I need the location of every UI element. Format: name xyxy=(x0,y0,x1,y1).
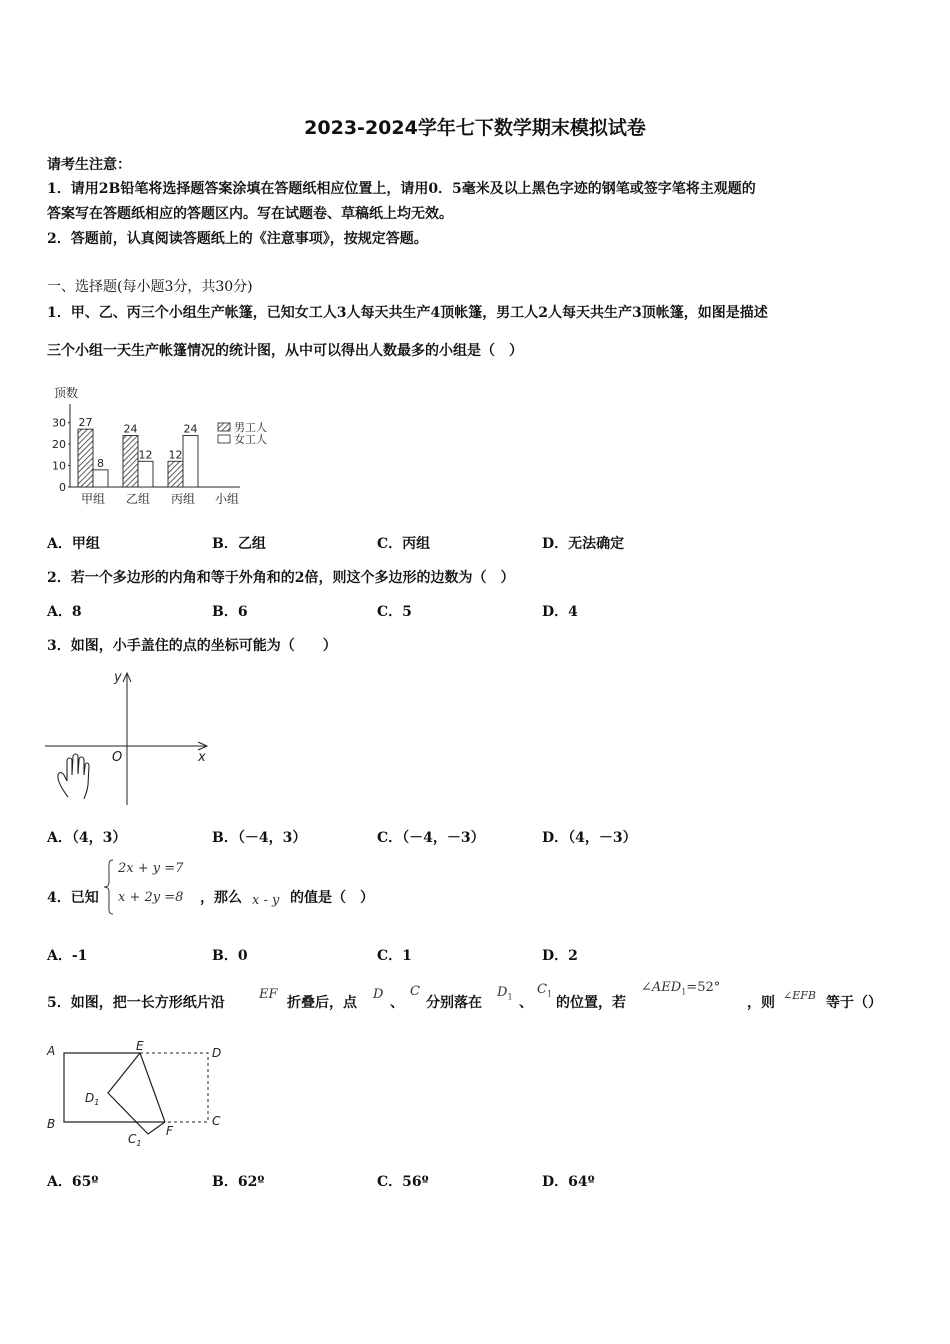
q1-option-c[interactable]: C．丙组 xyxy=(377,536,431,552)
q1-option-b[interactable]: B．乙组 xyxy=(212,536,266,552)
q1-line-1: 1．甲、乙、丙三个小组生产帐篷，已知女工人3人每天共生产4顶帐篷，男工人2人每天共生产3顶帐篷，如图是描述 xyxy=(47,305,768,321)
q5-angle-aed1: $\angle AED_1=52^\circ$ xyxy=(641,980,721,997)
q3-x-label: x xyxy=(198,750,206,765)
q4-option-a[interactable]: A．-1 xyxy=(47,948,88,964)
notice-line-2: 2．答题前，认真阅读答题纸上的《注意事项》，按规定答题。 xyxy=(47,231,428,247)
q2-option-b[interactable]: B．6 xyxy=(212,604,248,620)
q4-option-d[interactable]: D．2 xyxy=(542,948,578,964)
q5-option-a[interactable]: A．65º xyxy=(47,1174,99,1190)
q4-mid: ，那么 xyxy=(200,890,242,906)
q5-separator-1: 、 xyxy=(390,995,404,1011)
q5-part-5: ，则 xyxy=(747,995,775,1011)
chart-bar-female xyxy=(93,470,108,487)
chart-data-label: 24 xyxy=(123,422,138,436)
hand-icon xyxy=(58,754,89,799)
q4-equation-2: x + 2y =8 xyxy=(118,890,184,905)
chart-bar-male xyxy=(78,429,93,487)
chart-category-label: 乙组 xyxy=(125,492,151,506)
chart-bar-male xyxy=(123,436,138,487)
q5-label-d1: $D_1$ xyxy=(85,1091,100,1107)
chart-bar-female xyxy=(183,436,198,487)
section-heading: 一、选择题(每小题3分，共30分) xyxy=(47,279,253,295)
chart-xlabel: 小组 xyxy=(215,492,240,506)
q3-option-c[interactable]: C．（－4，－3） xyxy=(377,830,485,846)
notice-line-1: 1．请用2B铅笔将选择题答案涂填在答题纸相应位置上，请用0．5毫米及以上黑色字迹的钢笔或签字笔将主观题的 xyxy=(47,181,756,197)
q5-point-d: D xyxy=(373,987,384,1002)
q5-crease-ef xyxy=(140,1053,165,1122)
q5-option-c[interactable]: C．56º xyxy=(377,1174,429,1190)
legend-label-female: 女工人 xyxy=(234,433,267,446)
legend-label-male: 男工人 xyxy=(234,421,267,434)
q5-angle-efb: ∠EFB xyxy=(783,989,816,1002)
chart-bar-male xyxy=(168,461,183,487)
q3-coordinate-figure xyxy=(40,665,220,810)
q3-option-d[interactable]: D．（4，－3） xyxy=(542,830,637,846)
q2-option-d[interactable]: D．4 xyxy=(542,604,578,620)
chart-ytick-label: 10 xyxy=(52,459,66,473)
q3-y-label: y xyxy=(114,670,122,685)
chart-data-label: 24 xyxy=(183,422,198,436)
q4-suffix: 的值是（ ） xyxy=(290,890,374,906)
q5-point-d1: $D_1$ xyxy=(497,985,513,1002)
q5-part-1: 5．如图，把一长方形纸片沿 xyxy=(47,995,225,1011)
chart-ytick-label: 20 xyxy=(52,438,66,452)
q2-text: 2．若一个多边形的内角和等于外角和的2倍，则这个多边形的边数为（ ） xyxy=(47,570,515,586)
q3-text: 3．如图，小手盖住的点的坐标可能为（ ） xyxy=(47,638,337,654)
q5-option-d[interactable]: D．64º xyxy=(542,1174,595,1190)
notice-line-1b: 答案写在答题纸相应的答题区内。写在试题卷、草稿纸上均无效。 xyxy=(47,206,453,222)
q5-part-4: 的位置，若 xyxy=(556,995,626,1011)
q5-rect-left xyxy=(64,1053,165,1122)
q5-rect-dashed xyxy=(140,1053,208,1122)
q5-part-3: 分别落在 xyxy=(426,995,482,1011)
notice-heading: 请考生注意： xyxy=(47,157,131,173)
q5-ef: EF xyxy=(259,987,278,1002)
q1-option-a[interactable]: A．甲组 xyxy=(47,536,100,552)
chart-data-label: 27 xyxy=(78,416,93,430)
q5-point-c: C xyxy=(410,984,420,999)
q4-expression: x - y xyxy=(252,893,280,908)
q5-part-6: 等于（） xyxy=(826,995,882,1011)
q5-label-a: A xyxy=(47,1044,56,1058)
chart-category-label: 丙组 xyxy=(170,492,196,506)
q2-option-c[interactable]: C．5 xyxy=(377,604,412,620)
chart-category-label: 甲组 xyxy=(80,492,106,506)
chart-ylabel: 顶数 xyxy=(54,386,79,400)
q5-point-c1: $C_1$ xyxy=(537,982,553,999)
q5-label-c1: $C_1$ xyxy=(128,1132,142,1148)
chart-data-label: 8 xyxy=(97,456,104,470)
page-title: 2023-2024学年七下数学期末模拟试卷 xyxy=(304,117,646,139)
chart-data-label: 12 xyxy=(168,448,183,462)
q5-label-b: B xyxy=(47,1117,56,1131)
chart-ytick-label: 0 xyxy=(59,481,66,494)
q4-option-b[interactable]: B．0 xyxy=(212,948,248,964)
q4-brace xyxy=(102,858,116,916)
q3-option-b[interactable]: B．（－4，3） xyxy=(212,830,307,846)
q5-separator-2: 、 xyxy=(519,995,533,1011)
q3-origin-label: O xyxy=(112,750,123,765)
q4-prefix: 4．已知 xyxy=(47,890,99,906)
q4-equation-1: 2x + y =7 xyxy=(118,861,184,876)
chart-bar-female xyxy=(138,461,153,487)
q1-option-d[interactable]: D．无法确定 xyxy=(542,536,625,552)
q5-label-e: E xyxy=(136,1039,144,1053)
q5-label-c: C xyxy=(212,1114,221,1128)
legend-swatch-female xyxy=(218,435,230,443)
q2-option-a[interactable]: A．8 xyxy=(47,604,82,620)
legend-swatch-male xyxy=(218,423,230,431)
q5-option-b[interactable]: B．62º xyxy=(212,1174,265,1190)
q4-option-c[interactable]: C．1 xyxy=(377,948,412,964)
q1-bar-chart xyxy=(40,380,300,510)
q1-line-2: 三个小组一天生产帐篷情况的统计图，从中可以得出人数最多的小组是（ ） xyxy=(47,343,523,359)
q5-part-2: 折叠后，点 xyxy=(287,995,357,1011)
q5-label-d: D xyxy=(212,1046,222,1060)
q5-label-f: F xyxy=(166,1124,173,1138)
chart-ytick-label: 30 xyxy=(52,416,66,430)
chart-data-label: 12 xyxy=(138,448,153,462)
q3-option-a[interactable]: A．（4，3） xyxy=(47,830,127,846)
q5-fold-figure xyxy=(40,1035,240,1155)
